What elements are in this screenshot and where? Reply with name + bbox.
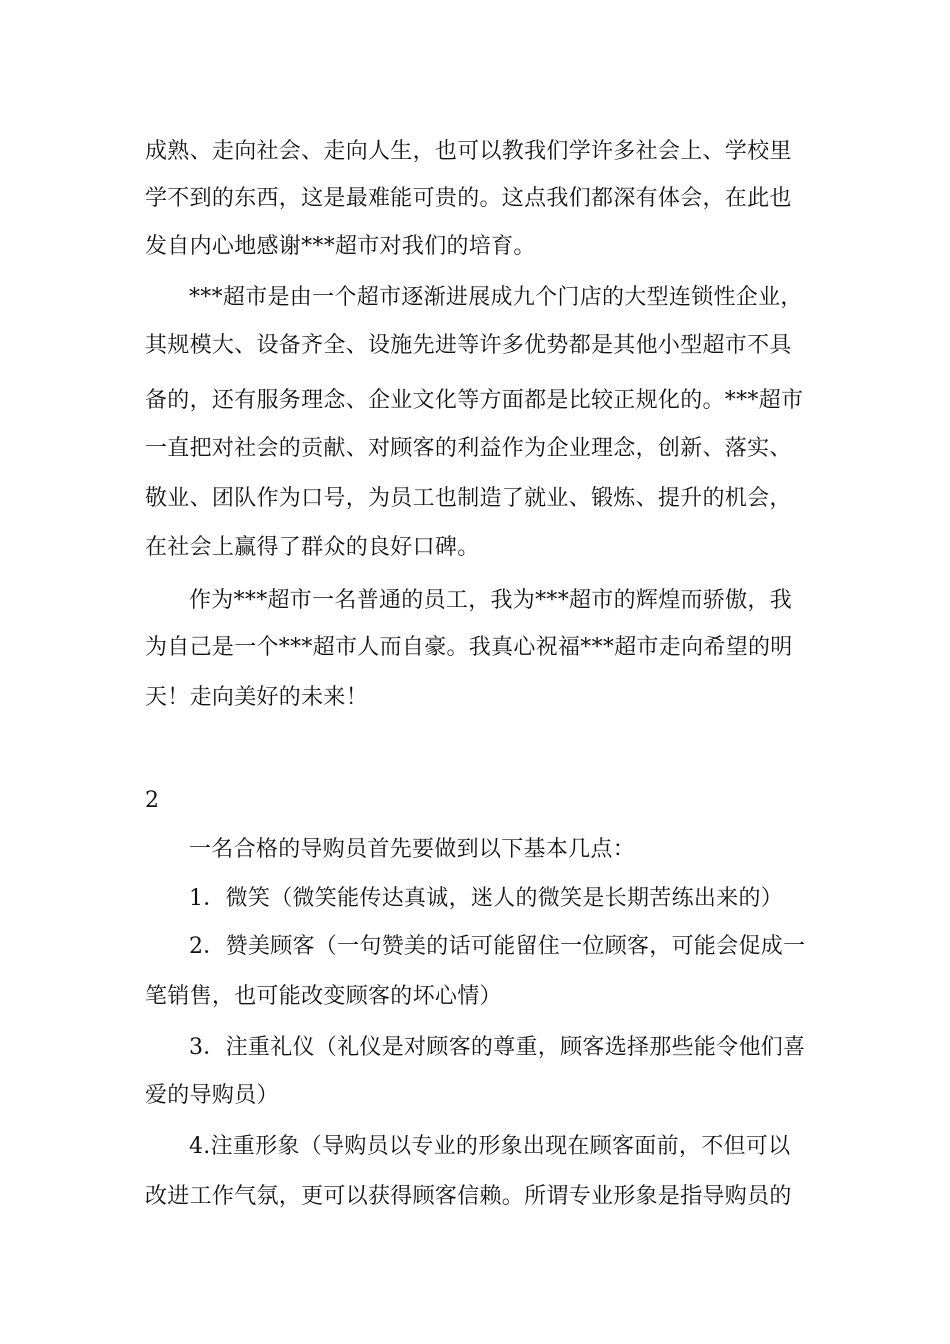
- paragraph-line: 学不到的东西，这是最难能可贵的。这点我们都深有体会，在此也: [145, 186, 792, 211]
- paragraph-line: 备的，还有服务理念、企业文化等方面都是比较正规化的。***超市: [145, 388, 804, 413]
- list-item: 4.注重形象（导购员以专业的形象出现在顾客面前，不但可以: [189, 1134, 791, 1159]
- list-item-continuation: 笔销售，也可能改变顾客的坏心情）: [145, 984, 502, 1009]
- paragraph-line: 一名合格的导购员首先要做到以下基本几点：: [189, 837, 636, 862]
- list-item: 1．微笑（微笑能传达真诚，迷人的微笑是长期苦练出来的）: [189, 886, 784, 911]
- paragraph-line: 发自内心地感谢***超市对我们的培育。: [145, 234, 536, 259]
- paragraph-line: 在社会上赢得了群众的良好口碑。: [145, 535, 480, 560]
- paragraph-line: ***超市是由一个超市逐渐进展成九个门店的大型连锁性企业，: [189, 285, 803, 310]
- section-number: 2: [145, 788, 160, 813]
- list-item-continuation: 爱的导购员）: [145, 1083, 279, 1108]
- paragraph-line: 其规模大、设备齐全、设施先进等许多优势都是其他小型超市不具: [145, 333, 792, 358]
- list-item: 2．赞美顾客（一句赞美的话可能留住一位顾客，可能会促成一: [189, 934, 806, 959]
- list-item-continuation: 改进工作气氛，更可以获得顾客信赖。所谓专业形象是指导购员的: [145, 1184, 792, 1209]
- paragraph-line: 天！走向美好的未来！: [145, 685, 369, 710]
- paragraph-line: 敬业、团队作为口号，为员工也制造了就业、锻炼、提升的机会，: [145, 486, 792, 511]
- paragraph-line: 为自己是一个***超市人而自豪。我真心祝福***超市走向希望的明: [145, 635, 793, 660]
- paragraph-line: 作为***超市一名普通的员工，我为***超市的辉煌而骄傲，我: [189, 588, 793, 613]
- paragraph-line: 一直把对社会的贡献、对顾客的利益作为企业理念，创新、落实、: [145, 436, 792, 461]
- paragraph-line: 成熟、走向社会、走向人生，也可以教我们学许多社会上、学校里: [145, 139, 792, 164]
- list-item: 3．注重礼仪（礼仪是对顾客的尊重，顾客选择那些能令他们喜: [189, 1035, 806, 1060]
